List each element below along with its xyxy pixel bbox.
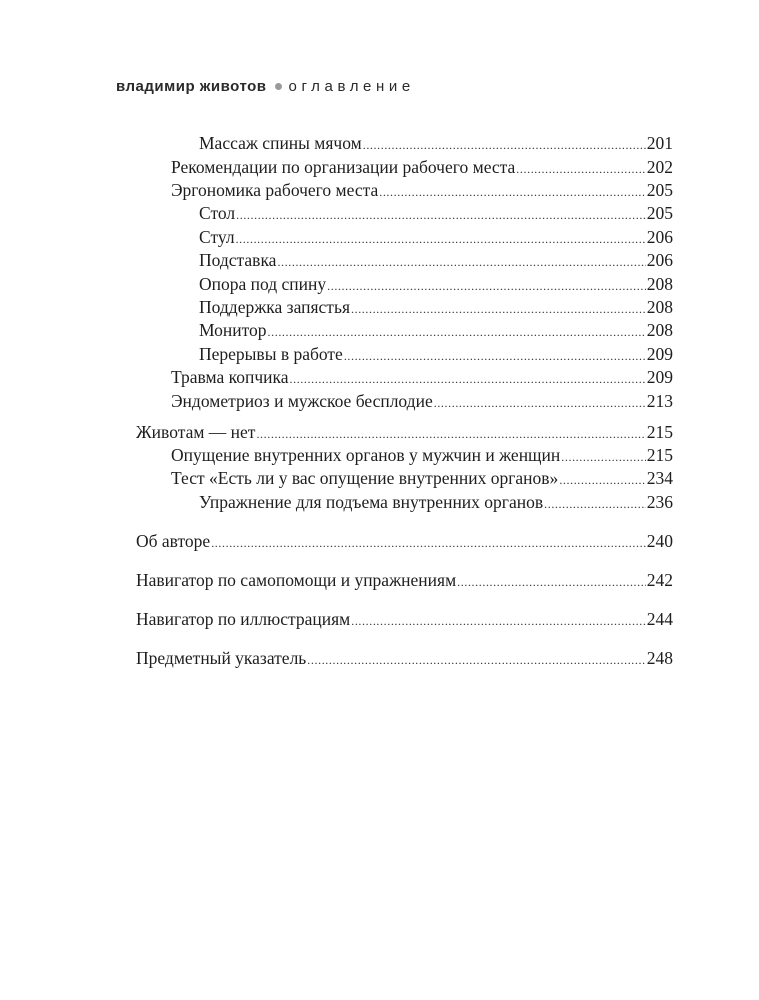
toc-entry-page: 242 [646,570,673,590]
dot-leader [363,133,646,155]
toc-entry-page: 205 [646,180,673,200]
toc-entry-title: Массаж спины мячом [199,133,362,153]
toc-entry-page: 248 [646,648,673,668]
toc-entry-title: Навигатор по иллюстрациям [136,609,351,629]
toc-entry[interactable] [136,529,673,553]
toc-entry-page: 205 [646,203,673,223]
toc-entry-page: 209 [646,367,673,387]
toc-entry-page: 206 [646,250,673,270]
toc-entry[interactable] [199,295,673,319]
running-header [116,78,415,95]
toc-entry[interactable] [136,568,673,592]
toc-entry-title: Монитор [199,320,267,340]
toc-entry-page: 209 [646,344,673,364]
bullet-separator [275,83,282,90]
toc-entry-title: Животам — нет [136,422,256,442]
toc-entry-page: 208 [646,320,673,340]
toc-entry-title: Подставка [199,250,277,270]
toc-entry-page: 206 [646,227,673,247]
dot-leader [307,648,645,670]
toc-entry-page: 215 [646,445,673,465]
toc-entry[interactable] [171,443,673,467]
dot-leader [379,180,646,202]
toc-entry-title: Эндометриоз и мужское бесплодие [171,391,433,411]
toc-entry-title: Эргономика рабочего места [171,180,379,200]
toc-entry-title: Опора под спину [199,274,327,294]
toc-entry[interactable] [199,131,673,155]
toc-entry[interactable] [199,248,673,272]
dot-leader [236,203,646,225]
dot-leader [516,157,645,179]
toc-entry[interactable] [199,342,673,366]
dot-leader [268,320,646,342]
dot-leader [236,227,646,249]
toc-entry-page: 208 [646,297,673,317]
toc-entry-page: 244 [646,609,673,629]
toc-entry-page: 234 [646,468,673,488]
toc-entry-page: 236 [646,492,673,512]
toc-entry[interactable] [199,225,673,249]
toc-entry-page: 215 [646,422,673,442]
toc-entry-title: Стол [199,203,236,223]
toc-entry-title: Рекомендации по организации рабочего места [171,157,516,177]
dot-leader [561,445,645,467]
dot-leader [351,297,646,319]
author-name: владимир животов [116,78,267,95]
toc-entry-title: Тест «Есть ли у вас опущение внутренних органов» [171,468,559,488]
dot-leader [457,570,646,592]
toc-entry-page: 202 [646,157,673,177]
toc-entry-title: Опущение внутренних органов у мужчин и женщин [171,445,561,465]
toc-entry[interactable] [171,389,673,413]
toc-entry-title: Травма копчика [171,367,289,387]
toc-entry[interactable] [136,420,673,444]
toc-entry[interactable] [136,646,673,670]
toc-entry-title: Стул [199,227,235,247]
toc-entry-page: 240 [646,531,673,551]
toc-entry[interactable] [171,365,673,389]
toc-entry[interactable] [171,178,673,202]
toc-entry[interactable] [199,490,673,514]
toc-entry[interactable] [199,272,673,296]
toc-entry-title: Предметный указатель [136,648,307,668]
toc-entry-title: Поддержка запястья [199,297,350,317]
toc-entry-page: 201 [646,133,673,153]
toc-entry-page: 208 [646,274,673,294]
dot-leader [327,274,646,296]
dot-leader [256,422,645,444]
dot-leader [559,468,645,490]
dot-leader [344,344,646,366]
dot-leader [211,531,646,553]
toc-entry-page: 213 [646,391,673,411]
toc-entry-title: Навигатор по самопомощи и упражнениям [136,570,457,590]
toc-entry-title: Перерывы в работе [199,344,343,364]
dot-leader [277,250,645,272]
toc-entry[interactable] [171,466,673,490]
dot-leader [434,391,646,413]
dot-leader [544,492,646,514]
toc-entry[interactable] [199,201,673,225]
toc-entry[interactable] [199,318,673,342]
dot-leader [290,367,646,389]
dot-leader [351,609,646,631]
toc-entry[interactable] [171,155,673,179]
toc-entry-title: Об авторе [136,531,211,551]
section-title: оглавление [288,78,415,95]
toc-entry-title: Упражнение для подъема внутренних органов [199,492,544,512]
toc-entry[interactable] [136,607,673,631]
